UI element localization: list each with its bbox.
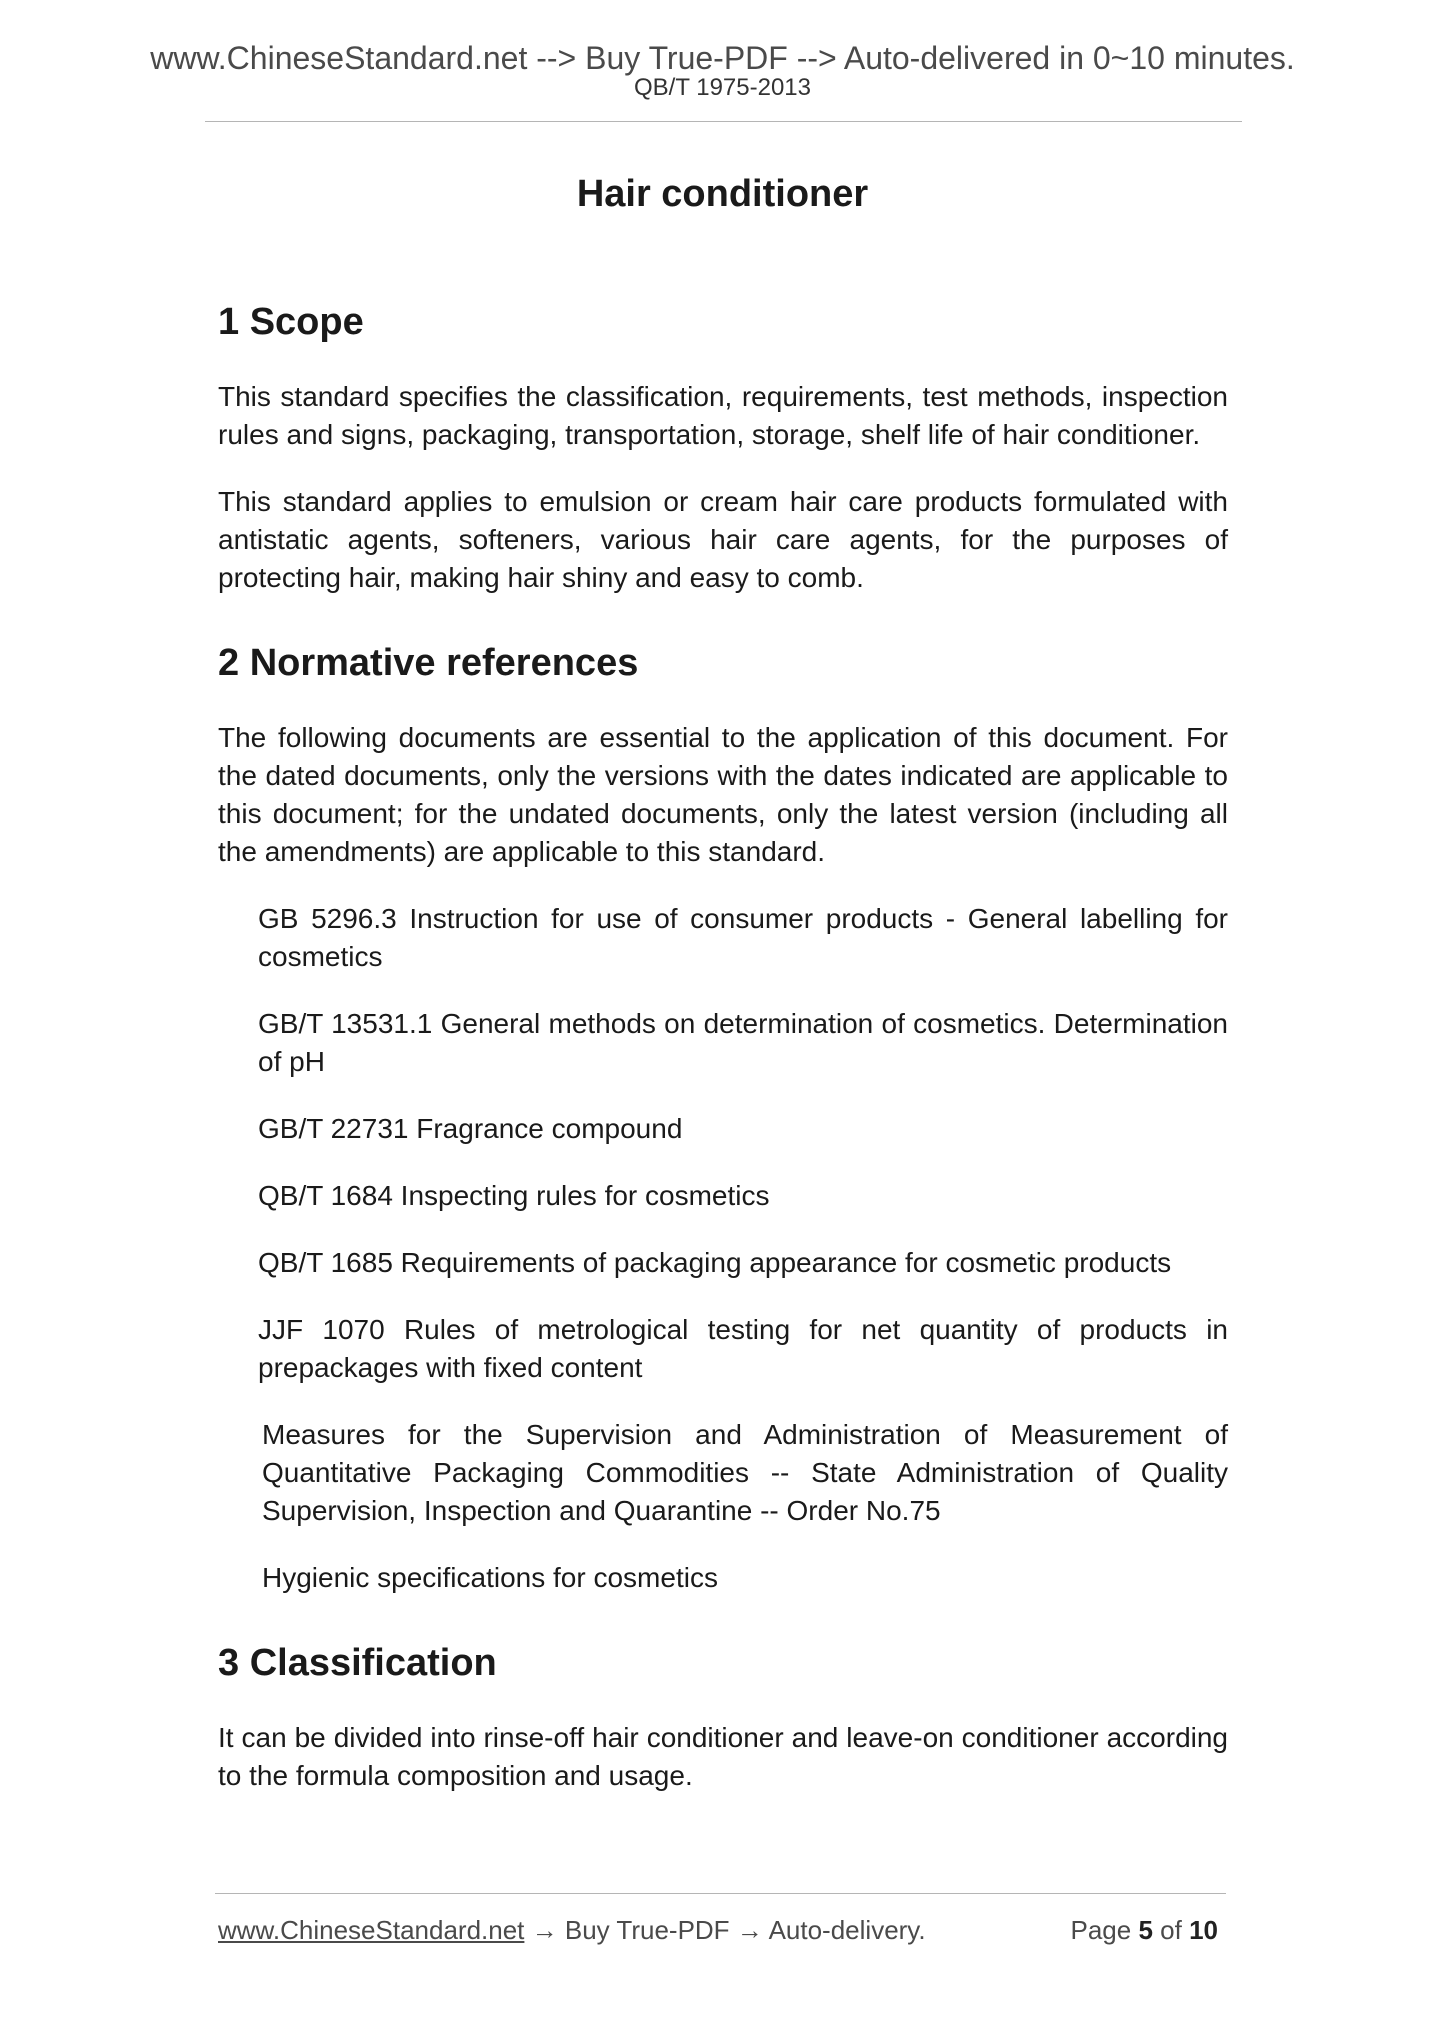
footer-site-link[interactable]: www.ChineseStandard.net (218, 1915, 525, 1945)
of-label: of (1160, 1915, 1182, 1945)
reference-item: GB/T 22731 Fragrance compound (258, 1113, 683, 1144)
document-body (218, 300, 1228, 1795)
scope-paragraph-2: This standard applies to emulsion or cream hair care products formulated with antistatic agents, softeners, various hair care agents, for the purposes of protecting hair, making hair shiny and easy to comb. (218, 486, 1228, 593)
top-banner[interactable]: www.ChineseStandard.net --> Buy True-PDF --> Auto-delivered in 0~10 minutes. (150, 40, 1295, 76)
section-scope-heading: 1 Scope (218, 301, 364, 343)
page-number: 5 (1138, 1915, 1153, 1945)
reference-item: GB/T 13531.1 General methods on determination of cosmetics. Determination of pH (258, 1008, 1228, 1077)
page-label: Page (1070, 1915, 1132, 1945)
reference-item: Measures for the Supervision and Administration of Measurement of Quantitative Packaging Commodities -- State Administration of Quality Supervision, Inspection and Quarantine -- Order No.75 (262, 1419, 1228, 1526)
standard-code: QB/T 1975-2013 (633, 74, 811, 101)
page-total: 10 (1189, 1915, 1218, 1945)
footer-promo-text: → Buy True-PDF → Auto-delivery. (524, 1915, 926, 1945)
scope-paragraph-1: This standard specifies the classification, requirements, test methods, inspection rules and signs, packaging, transportation, storage, shelf life of hair conditioner. (218, 381, 1228, 450)
reference-item: JJF 1070 Rules of metrological testing for net quantity of products in prepackages with fixed content (258, 1314, 1228, 1383)
normative-intro: The following documents are essential to the application of this document. For the dated documents, only the versions with the dates indicated are applicable to this document; for the undated documents, only the latest version (including all the amendments) are applicable to this standard. (218, 722, 1228, 867)
reference-item: GB 5296.3 Instruction for use of consumer products - General labelling for cosmetics (258, 903, 1228, 972)
reference-item: QB/T 1685 Requirements of packaging appearance for cosmetic products (258, 1247, 1172, 1278)
section-classification-heading: 3 Classification (218, 1642, 497, 1684)
section-normative-heading: 2 Normative references (218, 642, 639, 684)
document-title: Hair conditioner (576, 173, 869, 215)
page-footer (218, 1915, 1218, 1945)
reference-item: QB/T 1684 Inspecting rules for cosmetics (258, 1180, 770, 1211)
page-indicator (1070, 1915, 1218, 1945)
classification-paragraph: It can be divided into rinse-off hair conditioner and leave-on conditioner according to the formula composition and usage. (218, 1722, 1228, 1791)
reference-item: Hygienic specifications for cosmetics (262, 1562, 718, 1593)
footer-divider (215, 1893, 1226, 1894)
header-divider (205, 121, 1242, 122)
